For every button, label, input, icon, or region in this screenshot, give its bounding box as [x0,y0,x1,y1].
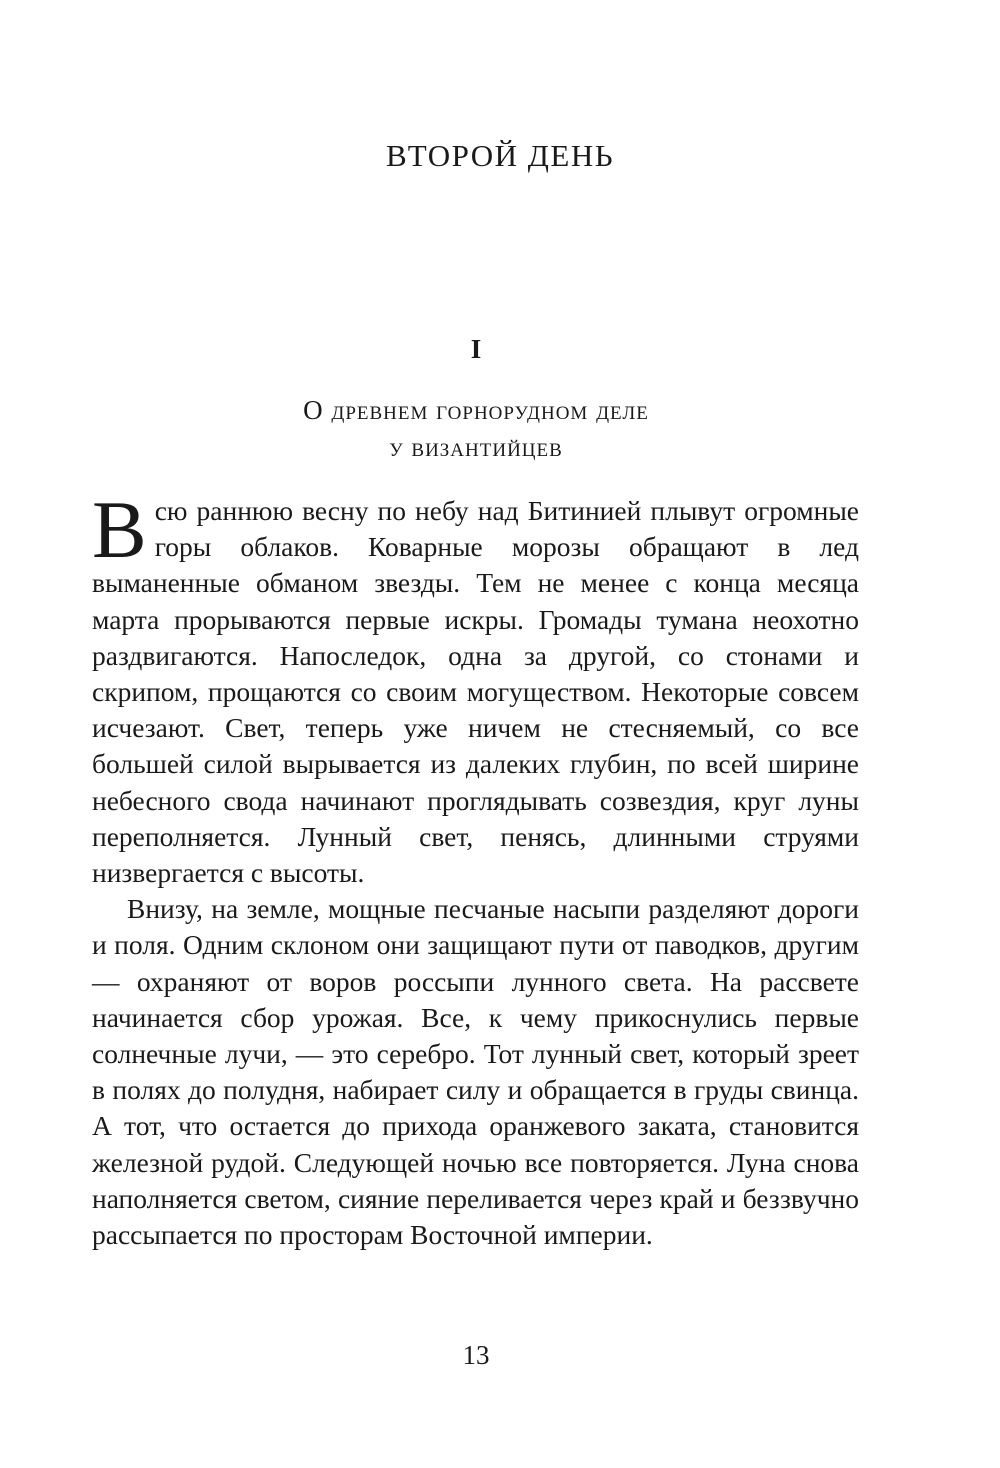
chapter-title [0,392,952,466]
paragraph-1 [92,484,859,891]
paragraph-2: Внизу, на земле, мощные песчаные насыпи разделяют дороги и поля. Одним склоном они защищают пути от паводков, другим — охраняют от воров россыпи лунного света. На рассвете начинается сбор урожая. Все, к чему прикоснулись первые солнечные лучи, — это серебро. Тот лунный свет, который зреет в полях до полудня, набирает силу и обращается в груды свинца. А тот, что остается до прихода оранжевого заката, становится железной рудой. Следующей ночью все повторяется. Луна снова наполняется светом, сияние переливается через край и беззвучно рассыпается по просторам Восточной империи. [92,893,859,1251]
part-title: ВТОРОЙ ДЕНЬ [385,138,615,173]
page-number: 13 [462,1340,490,1370]
chapter-title-line-1: О древнем горнорудном деле [303,395,649,425]
drop-cap: В [92,484,147,575]
paragraph-1-text: сю раннюю весну по небу над Битинией плывут огромные горы облаков. Коварные морозы обращают в лед выманенные обманом звезды. Тем не менее с конца месяца марта прорываются первые искры. Громады тумана неохотно раздвигаются. Напоследок, одна за другой, со стонами и скрипом, прощаются со своим могуществом. Некоторые совсем исчезают. Свет, теперь уже ничем не стесняемый, со все большей силой вырывается из далеких глубин, по всей ширине небесного свода начинают проглядывать созвездия, круг луны переполняется. Лунный свет, пенясь, длинными струями низвергается с высоты. [92,495,859,889]
chapter-title-line-2: у византийцев [389,432,563,462]
chapter-number: I [470,334,482,364]
body-text [92,484,859,1253]
